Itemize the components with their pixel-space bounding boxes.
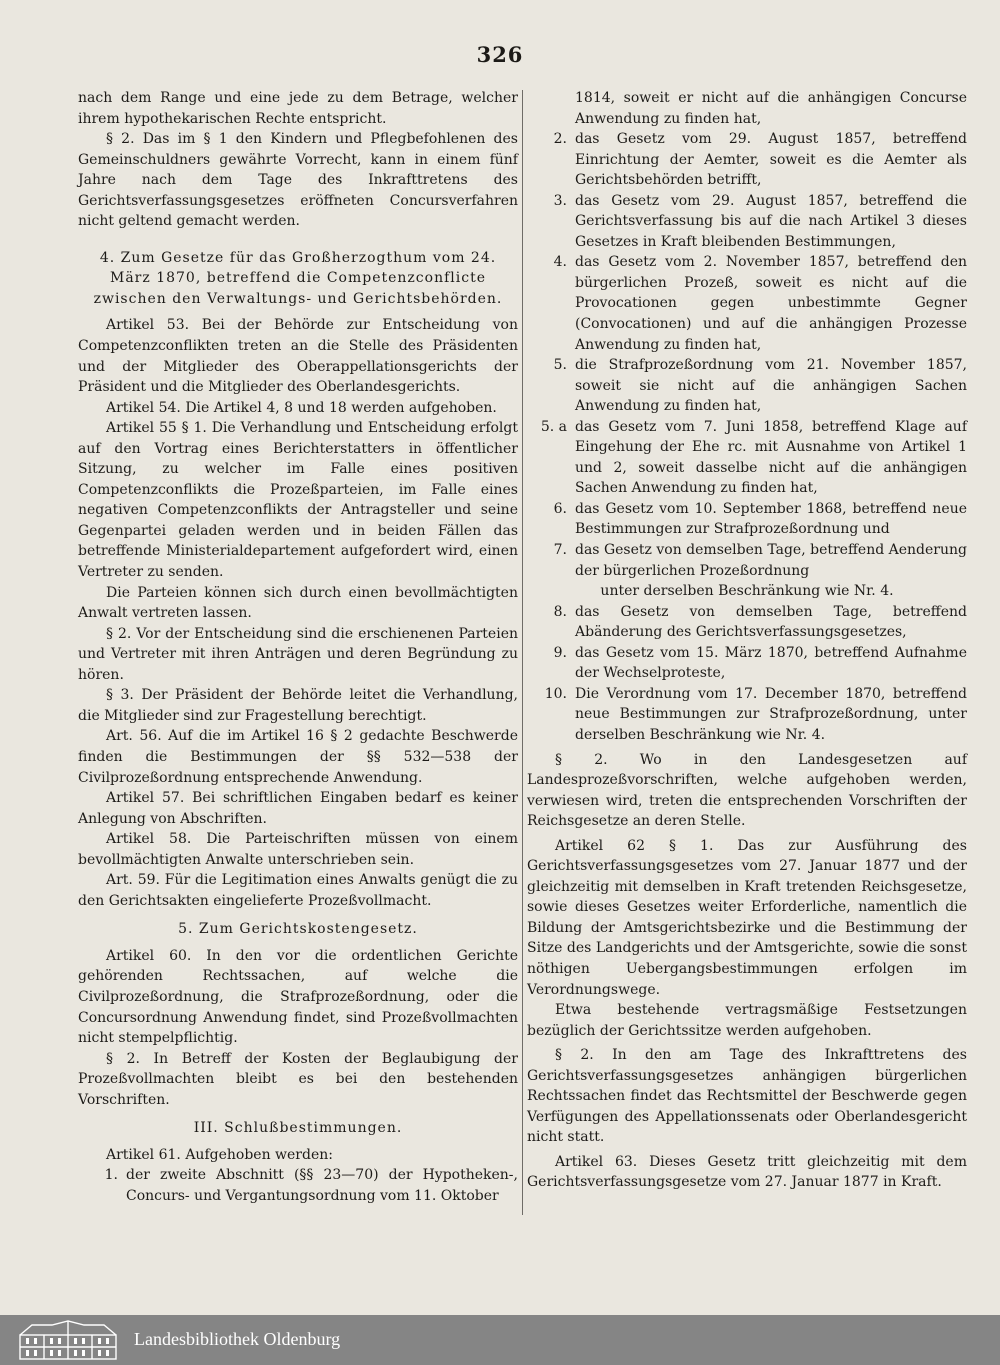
article-54: Artikel 54. Die Artikel 4, 8 und 18 werden aufgehoben. xyxy=(106,399,497,416)
list-item-text: der zweite Abschnitt (§§ 23—70) der Hypotheken-, Concurs- und Vergantungsordnung vom 11. Oktober xyxy=(126,1167,518,1204)
list-item xyxy=(78,1165,518,1206)
paragraph: nach dem Range und eine jede zu dem Betrage, welcher ihrem hypothekarischen Rechte entspricht. xyxy=(78,90,518,127)
list-item-number: 2. xyxy=(553,131,567,148)
list-item-text: das Gesetz vom 29. August 1857, betreffend Einrichtung der Aemter, soweit es die Aemter als Gerichtsbehörden betrifft, xyxy=(575,131,967,189)
list-item-text: das Gesetz von demselben Tage, betreffend Abänderung des Gerichtsverfassungsgesetzes, xyxy=(575,603,967,641)
list-item xyxy=(527,191,967,253)
section-heading-4: 4. Zum Gesetze für das Großherzogthum vom 24. März 1870, betreffend die Competenzconflicte zwischen den Verwaltungs- und Gerichtsbehörden. xyxy=(93,249,503,307)
list-item xyxy=(527,355,967,417)
article-62: Artikel 62 § 1. Das zur Ausführung des Gerichtsverfassungsgesetzes vom 27. Januar 1877 und der gleichzeitig mit demselben in Kraft tretenden Reichsgesetze, sowie dieses Gesetzes weiter Erforderliche, namentlich die Bildung der Amtsgerichtsbezirke und die Bestimmung der Sitze des Landgerichts und der Amtsgerichte, sowie die sonst nöthigen Uebergangsbestimmungen erfolgen im Verordnungswege. xyxy=(527,837,967,998)
list-item-number: 1. xyxy=(104,1167,118,1184)
list-item xyxy=(527,88,967,129)
list-item-number: 5. a xyxy=(540,418,567,435)
paragraph: § 2. In den am Tage des Inkrafttretens des Gerichtsverfassungsgesetzes anhängigen bürgerlichen Rechtssachen findet das Rechtsmittel der Beschwerde gegen Verfügungen des Appellationssenats oder Oberlandesgericht nicht statt. xyxy=(527,1047,967,1146)
list-item-text: das Gesetz von demselben Tage, betreffend Aenderung der bürgerlichen Prozeßordnung xyxy=(575,542,967,579)
list-item-number: 6. xyxy=(553,500,567,517)
list-item-number: 9. xyxy=(553,644,567,661)
list-item-number: 4. xyxy=(553,254,567,271)
paragraph: § 2. Das im § 1 den Kindern und Pflegbefohlenen des Gemeinschuldners gewährte Vorrecht, kann in einem fünf Jahre nach dem Tage des Inkrafttretens des Gerichtsverfassungsgesetzes eröffneten Concursverfahren nicht geltend gemacht werden. xyxy=(78,131,518,230)
list-item-text: 1814, soweit er nicht auf die anhängigen Concurse Anwendung zu finden hat, xyxy=(575,90,967,127)
paragraph: § 2. In Betreff der Kosten der Beglaubigung der Prozeßvollmachten bleibt es bei den bestehenden Vorschriften. xyxy=(78,1050,518,1108)
list-item-text: das Gesetz vom 7. Juni 1858, betreffend Klage auf Eingehung der Ehe rc. mit Ausnahme von Artikel 1 und 2, soweit dasselbe nicht auf die anhängigen Sachen Anwendung zu finden hat, xyxy=(575,418,967,497)
article-55: Artikel 55 § 1. Die Verhandlung und Entscheidung erfolgt auf den Vortrag eines Berichterstatters in öffentlicher Sitzung, zu welcher im Falle eines positiven Competenzconflikts die Prozeßparteien, im Falle eines negativen Competenzconflikts der Antragsteller und seine Gegenpartei geladen werden und in beiden Fällen das betreffende Ministerialdepartement aufgefordert wird, einen Vertreter zu senden. xyxy=(78,420,518,581)
library-name: Landesbibliothek Oldenburg xyxy=(134,1329,341,1349)
list-item xyxy=(527,417,967,499)
article-53: Artikel 53. Bei der Behörde zur Entscheidung von Competenzconflikten treten an die Stelle des Präsidenten und der Mitglieder des Oberappellationsgerichts der Präsident und die Mitglieder des Oberlandesgerichts. xyxy=(78,317,518,396)
paragraph: Die Parteien können sich durch einen bevollmächtigten Anwalt vertreten lassen. xyxy=(78,584,518,622)
list-item-number: 8. xyxy=(553,603,567,620)
list-item-text: das Gesetz vom 29. August 1857, betreffend die Gerichtsverfassung bis auf die nach Artikel 3 dieses Gesetzes in Kraft bleibenden Bestimmungen, xyxy=(575,192,967,250)
article-56: Art. 56. Auf die im Artikel 16 § 2 gedachte Beschwerde finden die Bestimmungen der §§ 532—538 der Civilprozeßordnung entsprechende Anwendung. xyxy=(78,728,518,786)
list-item xyxy=(527,540,967,581)
article-60: Artikel 60. In den vor die ordentlichen Gerichte gehörenden Rechtssachen, auf welche die Civilprozeßordnung, die Strafprozeßordnung, oder die Concursordnung Anwendung findet, sind Prozeßvollmachten nicht stempelpflichtig. xyxy=(78,947,518,1047)
left-column xyxy=(78,88,518,1206)
list-item xyxy=(527,252,967,355)
library-building-icon xyxy=(14,1319,122,1361)
list-item-number: 3. xyxy=(553,192,567,209)
paragraph: § 2. Vor der Entscheidung sind die erschienenen Parteien und Vertreter mit ihren Anträgen und deren Begründung zu hören. xyxy=(78,625,518,683)
list-item-text: das Gesetz vom 15. März 1870, betreffend Aufnahme der Wechselproteste, xyxy=(575,644,967,682)
page-number: 326 xyxy=(476,42,524,67)
article-58: Artikel 58. Die Parteischriften müssen von einem bevollmächtigten Anwalte unterschrieben sein. xyxy=(78,831,518,868)
article-63: Artikel 63. Dieses Gesetz tritt gleichzeitig mit dem Gerichtsverfassungsgesetze vom 27. Januar 1877 in Kraft. xyxy=(527,1153,967,1191)
list-item-text: das Gesetz vom 2. November 1857, betreffend den bürgerlichen Prozeß, soweit es nicht auf die Provocationen gegen unbestimmte Gegner (Convocationen) und auf die anhängigen Prozesse Anwendung zu finden hat, xyxy=(575,254,967,353)
list-item xyxy=(527,602,967,643)
section-heading-3: III. Schlußbestimmungen. xyxy=(193,1120,403,1137)
article-59: Art. 59. Für die Legitimation eines Anwalts genügt die zu den Gerichtsakten eingelieferte Prozeßvollmacht. xyxy=(78,872,518,909)
paragraph: Etwa bestehende vertragsmäßige Festsetzungen bezüglich der Gerichtssitze werden aufgehoben. xyxy=(527,1002,967,1039)
paragraph: § 2. Wo in den Landesgesetzen auf Landesprozeßvorschriften, welche aufgehoben werden, verwiesen wird, treten die entsprechenden Vorschriften der Reichsgesetze an deren Stelle. xyxy=(527,751,967,830)
list-item xyxy=(527,684,967,746)
list-item-number: 7. xyxy=(553,542,567,559)
list-item xyxy=(527,643,967,684)
footer-bar xyxy=(0,1315,1000,1365)
list-item-number: 10. xyxy=(544,685,567,702)
list-item-number: 5. xyxy=(553,357,567,374)
list-item xyxy=(527,129,967,191)
list-item-text: das Gesetz vom 10. September 1868, betreffend neue Bestimmungen zur Strafprozeßordnung und xyxy=(575,500,967,538)
article-61: Artikel 61. Aufgehoben werden: xyxy=(106,1146,333,1163)
section-heading-5: 5. Zum Gerichtskostengesetz. xyxy=(178,921,418,938)
restriction-note: unter derselben Beschränkung wie Nr. 4. xyxy=(600,583,894,600)
column-divider xyxy=(522,90,523,1215)
right-column xyxy=(527,88,967,1193)
list-item-text: die Strafprozeßordnung vom 21. November 1857, soweit sie nicht auf die anhängigen Sachen Anwendung zu finden hat, xyxy=(575,357,967,415)
paragraph: § 3. Der Präsident der Behörde leitet die Verhandlung, die Mitglieder sind zur Fragestellung berechtigt. xyxy=(78,687,518,724)
article-57: Artikel 57. Bei schriftlichen Eingaben bedarf es keiner Anlegung von Abschriften. xyxy=(78,790,518,827)
list-item-text: Die Verordnung vom 17. December 1870, betreffend neue Bestimmungen zur Strafprozeßordnung, unter derselben Beschränkung wie Nr. 4. xyxy=(575,685,967,743)
list-item xyxy=(527,499,967,540)
